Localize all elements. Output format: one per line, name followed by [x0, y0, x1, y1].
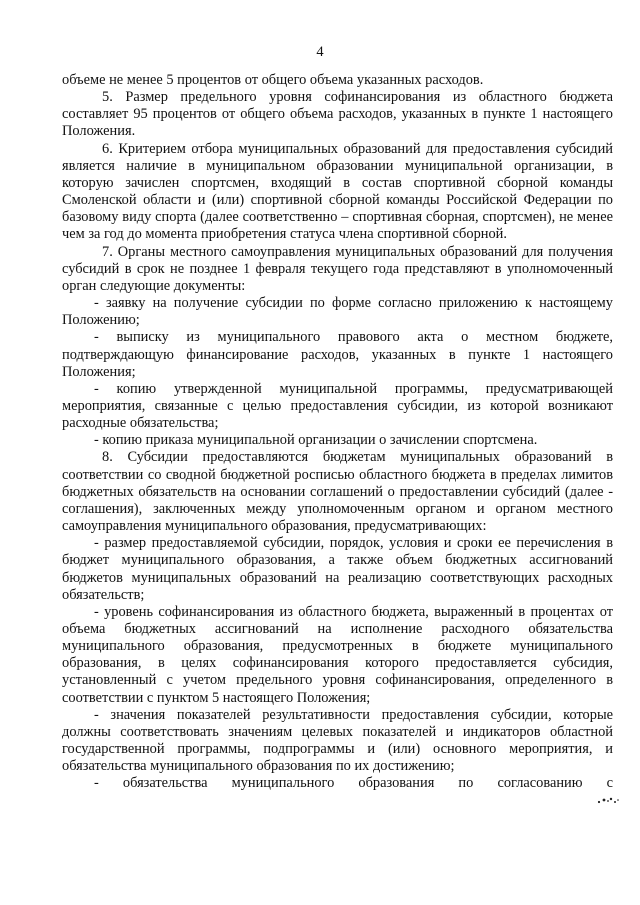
list-item-cofinancing-level: - уровень софинансирования из областного бюджета, выраженный в процентах от объема бюджетных ассигнований на исполнение расходного обязательства муниципального образования, предусмотренных в бюджете муниципального образования, в целях софинансирования которого предоставляется субсидия, установленный с учетом предельного уровня софинансирования, определенного в соответствии с пунктом 5 настоящего Положения; [62, 603, 613, 706]
list-item-budget-extract: - выписку из муниципального правового акта о местном бюджете, подтверждающую финансирование расходов, указанных в пункте 1 настоящего Положения; [62, 329, 613, 380]
list-item-order-copy: - копию приказа муниципальной организации о зачислении спортсмена. [94, 432, 538, 449]
scan-speck-mark [596, 796, 620, 806]
list-item-performance-indicators: - значения показателей результативности предоставления субсидии, которые должны соответствовать значениям целевых показателей и индикаторов областной государственной программы, подпрограммы и (или) основного мероприятия, и обязательства муниципального образования по их достижению; [62, 706, 613, 775]
paragraph-6: 6. Критерием отбора муниципальных образований для предоставления субсидий является наличие в муниципальном образовании муниципальной организации, в которую зачислен спортсмен, входящий в состав спортивной сборной команды Смоленской области и (или) спортивной сборной команды Российской Федерации по базовому виду спорта (далее соответственно – спортивная сборная, спортсмен), не менее чем за год до момента приобретения статуса члена спортивной сборной. [62, 140, 613, 243]
list-item-obligations: - обязательства муниципального образования по согласованию с [94, 775, 613, 792]
document-body [62, 72, 613, 793]
list-item-subsidy-size: - размер предоставляемой субсидии, порядок, условия и сроки ее перечисления в бюджет муниципального образования, а также объем бюджетных ассигнований бюджетов муниципальных образований на реализацию соответствующих расходных обязательств; [62, 535, 613, 603]
paragraph-continuation: объеме не менее 5 процентов от общего объема указанных расходов. [62, 72, 484, 88]
paragraph-5: 5. Размер предельного уровня софинансирования из областного бюджета составляет 95 процентов от общего объема расходов, указанных в пункте 1 настоящего Положения. [62, 89, 613, 140]
list-item-application: - заявку на получение субсидии по форме согласно приложению к настоящему Положению; [62, 295, 613, 329]
paragraph-8: 8. Субсидии предоставляются бюджетам муниципальных образований в соответствии со сводной бюджетной росписью областного бюджета в пределах лимитов бюджетных обязательств на основании соглашений о предоставлении субсидий (далее - соглашения), заключенных между уполномоченным органом и органом местного самоуправления муниципального образования, предусматривающих: [62, 449, 613, 535]
paragraph-7: 7. Органы местного самоуправления муниципальных образований для получения субсидий в срок не позднее 1 февраля текущего года представляют в уполномоченный орган следующие документы: [62, 243, 613, 294]
list-item-program-copy: - копию утвержденной муниципальной программы, предусматривающей мероприятия, связанные с целью предоставления субсидии, из которой возникают расходные обязательства; [62, 380, 613, 432]
page-number: 4 [316, 44, 324, 60]
